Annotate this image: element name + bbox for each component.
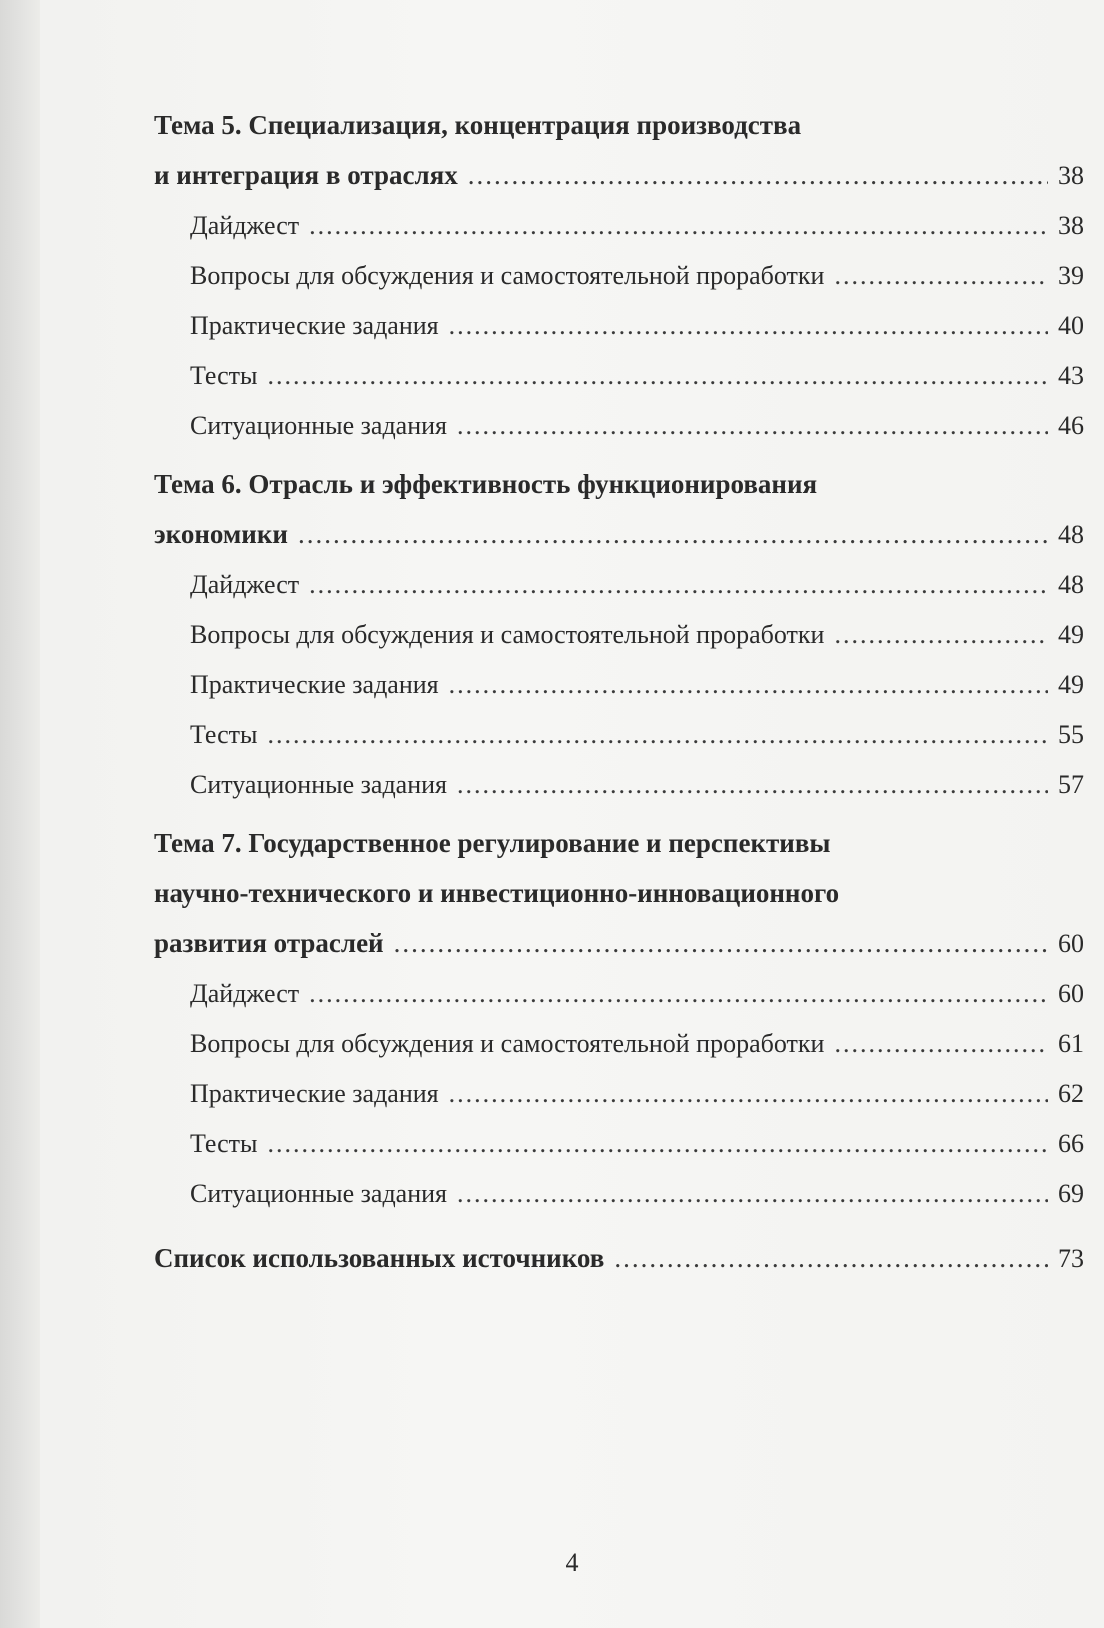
leader-dots [449, 660, 1048, 710]
item-label: Тесты [190, 720, 258, 749]
page-ref: 62 [1058, 1079, 1084, 1108]
item-label: Практические задания [190, 311, 439, 340]
leader-dots [394, 918, 1048, 968]
toc-item-questions[interactable] [154, 610, 1084, 660]
leader-dots [468, 150, 1048, 200]
page-ref: 39 [1058, 261, 1084, 290]
page-edge-shadow [0, 0, 40, 1628]
toc-item-tests[interactable] [154, 1119, 1084, 1169]
page-ref: 66 [1058, 1129, 1084, 1158]
leader-dots [457, 401, 1048, 451]
book-page [40, 0, 1104, 1628]
page-ref: 60 [1058, 979, 1084, 1008]
item-label: Тесты [190, 1129, 258, 1158]
item-label: Дайджест [190, 211, 300, 240]
item-label: Дайджест [190, 570, 300, 599]
toc-item-practical[interactable] [154, 301, 1084, 351]
toc-item-situational[interactable] [154, 760, 1084, 810]
toc-theme-7 [154, 818, 1084, 1219]
leader-dots [834, 251, 1048, 301]
theme-title-last-line: и интеграция в отраслях [154, 160, 458, 190]
page-ref: 49 [1058, 620, 1084, 649]
page-ref: 43 [1058, 361, 1084, 390]
page-ref: 46 [1058, 411, 1084, 440]
leader-dots [457, 1169, 1048, 1219]
theme-entry[interactable] [154, 918, 1084, 969]
toc-theme-5 [154, 100, 1084, 451]
page-ref: 73 [1058, 1244, 1084, 1273]
page-ref: 48 [1058, 570, 1084, 599]
leader-dots [309, 560, 1048, 610]
item-label: Ситуационные задания [190, 1179, 448, 1208]
theme-title-line: Тема 6. Отрасль и эффективность функционирования [154, 469, 818, 499]
page-number: 4 [565, 1548, 579, 1577]
toc-item-practical[interactable] [154, 660, 1084, 710]
leader-dots [298, 509, 1048, 559]
sources-label: Список использованных источников [154, 1243, 605, 1273]
toc-item-questions[interactable] [154, 251, 1084, 301]
item-label: Вопросы для обсуждения и самостоятельной проработки [190, 261, 825, 290]
leader-dots [614, 1233, 1048, 1283]
page-ref: 69 [1058, 1179, 1084, 1208]
page-ref: 48 [1058, 520, 1084, 549]
toc-item-digest[interactable] [154, 201, 1084, 251]
leader-dots [834, 1019, 1048, 1069]
page-ref: 38 [1058, 161, 1084, 190]
toc-item-digest[interactable] [154, 969, 1084, 1019]
leader-dots [449, 1069, 1048, 1119]
page-ref: 38 [1058, 211, 1084, 240]
leader-dots [834, 610, 1048, 660]
toc-item-questions[interactable] [154, 1019, 1084, 1069]
item-label: Тесты [190, 361, 258, 390]
toc-sources-entry[interactable] [154, 1233, 1084, 1284]
theme-title-line: Тема 7. Государственное регулирование и перспективы [154, 828, 831, 858]
page-ref: 61 [1058, 1029, 1084, 1058]
item-label: Дайджест [190, 979, 300, 1008]
toc-item-situational[interactable] [154, 401, 1084, 451]
page-ref: 60 [1058, 929, 1084, 958]
toc-theme-6 [154, 459, 1084, 810]
leader-dots [457, 760, 1048, 810]
item-label: Практические задания [190, 1079, 439, 1108]
theme-entry[interactable] [154, 150, 1084, 201]
theme-title-line: научно-технического и инвестиционно-инновационного [154, 878, 840, 908]
theme-entry[interactable] [154, 509, 1084, 560]
item-label: Вопросы для обсуждения и самостоятельной проработки [190, 1029, 825, 1058]
page-ref: 40 [1058, 311, 1084, 340]
leader-dots [267, 1119, 1048, 1169]
page-ref: 55 [1058, 720, 1084, 749]
theme-title-line: Тема 5. Специализация, концентрация производства [154, 110, 802, 140]
item-label: Практические задания [190, 670, 439, 699]
toc-item-situational[interactable] [154, 1169, 1084, 1219]
leader-dots [449, 301, 1048, 351]
leader-dots [309, 201, 1048, 251]
toc-item-tests[interactable] [154, 351, 1084, 401]
page-ref: 57 [1058, 770, 1084, 799]
item-label: Вопросы для обсуждения и самостоятельной проработки [190, 620, 825, 649]
leader-dots [267, 710, 1048, 760]
toc-item-digest[interactable] [154, 560, 1084, 610]
theme-title-last-line: экономики [154, 519, 288, 549]
item-label: Ситуационные задания [190, 411, 448, 440]
toc-item-tests[interactable] [154, 710, 1084, 760]
leader-dots [309, 969, 1048, 1019]
table-of-contents [154, 100, 1084, 1284]
page-ref: 49 [1058, 670, 1084, 699]
theme-title-last-line: развития отраслей [154, 928, 384, 958]
item-label: Ситуационные задания [190, 770, 448, 799]
toc-item-practical[interactable] [154, 1069, 1084, 1119]
leader-dots [267, 351, 1048, 401]
